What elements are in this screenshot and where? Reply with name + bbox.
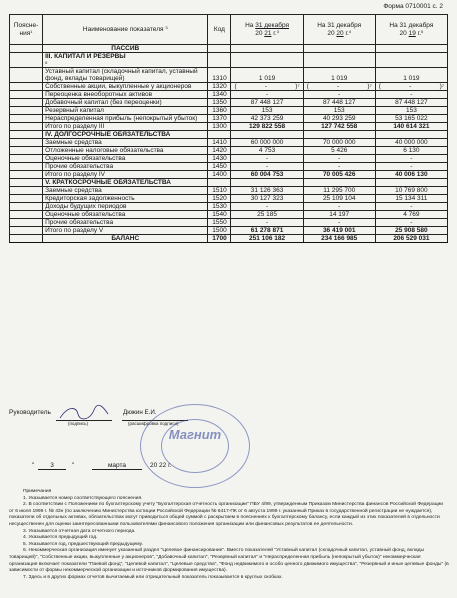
section-title: IV. ДОЛГОСРОЧНЫЕ ОБЯЗАТЕЛЬСТВА	[43, 131, 208, 139]
note-cell	[10, 163, 43, 171]
indicator-name: Резервный капитал	[43, 107, 208, 115]
table-row	[10, 123, 448, 131]
note-cell	[10, 83, 43, 91]
value-cell-v1: 42 373 259	[231, 115, 303, 123]
section-title-row	[10, 131, 448, 139]
name-caption: (расшифровка подписи)	[128, 421, 179, 426]
table-row	[10, 211, 448, 219]
value-cell-v1: 87 448 127	[231, 99, 303, 107]
value-cell-v1: 4 753	[231, 147, 303, 155]
footnotes-title: Примечания	[23, 489, 52, 494]
stamp-text: Магнит	[168, 427, 222, 442]
indicator-name: Заемные средства	[43, 187, 208, 195]
line-code: 1320	[208, 83, 231, 91]
value-cell-v2: -	[303, 91, 375, 99]
value-cell-v1: 31 126 363	[231, 187, 303, 195]
value-cell-v3: ( - )$^7$	[375, 83, 447, 91]
indicator-name: Нераспределенная прибыль (непокрытый убыток)	[43, 115, 208, 123]
value-cell-v2: ( - )$^7$	[303, 83, 375, 91]
indicator-name: Прочие обязательства	[43, 163, 208, 171]
date-year: 20 22 г.	[150, 462, 172, 469]
table-row	[10, 187, 448, 195]
indicator-name: Уставный капитал (складочный капитал, уставный фонд, вклады товарищей)	[43, 68, 208, 83]
value-cell-v2: 14 197	[303, 211, 375, 219]
signature-caption: (подпись)	[68, 421, 89, 426]
value-cell-v2: -	[303, 163, 375, 171]
footnote: 1. Указывается номер соответствующего пояснения.	[23, 495, 143, 501]
line-code: 1550	[208, 219, 231, 227]
value-cell-v2: 36 419 001	[303, 227, 375, 235]
table-row	[10, 68, 448, 83]
note-cell	[10, 147, 43, 155]
line-code: 1520	[208, 195, 231, 203]
balance-value-v3: 206 529 031	[375, 235, 447, 243]
balance-sheet-body	[10, 45, 448, 243]
indicator-name: Прочие обязательства	[43, 219, 208, 227]
value-cell-v1: -	[231, 155, 303, 163]
value-cell-v3: 140 614 321	[375, 123, 447, 131]
balance-value-v1: 251 106 182	[231, 235, 303, 243]
value-cell-v1: 1 019	[231, 68, 303, 83]
line-code: 1510	[208, 187, 231, 195]
table-row	[10, 91, 448, 99]
value-cell-v2: -	[303, 203, 375, 211]
value-cell-v2: 11 295 700	[303, 187, 375, 195]
note-cell	[10, 219, 43, 227]
value-cell-v1: 153	[231, 107, 303, 115]
note-cell	[10, 115, 43, 123]
indicator-name: Заемные средства	[43, 139, 208, 147]
table-row	[10, 107, 448, 115]
line-code: 1350	[208, 99, 231, 107]
value-cell-v2: 70 000 000	[303, 139, 375, 147]
note-cell	[10, 99, 43, 107]
footnote: 6. Некоммерческая организация именует указанный раздел "Целевое финансирование". Вместо показателей "Уставный капитал (складочный капитал, уставный фонд, вклады товарищей)", "Собственные акции, выкупленные у акционеров", "Добавочный капитал", "Резервный капитал" и "Нераспределенная прибыль (непокрытый убыток)" некоммерческая организация включает показатели "Паевой фонд", "Целевой капитал", "Целевые средства", "Фонд недвижимого и особо ценного движимого имущества", "Резервный и иные целевые фонды" (в зависимости от формы некоммерческой организации и источников формирования имущества).	[9, 548, 449, 574]
table-row	[10, 147, 448, 155]
value-cell-v3: 25 908 580	[375, 227, 447, 235]
head-name: Дюжин Е.И.	[123, 409, 157, 416]
table-row	[10, 115, 448, 123]
value-cell-v3: -	[375, 203, 447, 211]
note-cell	[10, 155, 43, 163]
section-title: III. КАПИТАЛ И РЕЗЕРВЫ $^6$	[43, 53, 208, 68]
table-row	[10, 155, 448, 163]
line-code: 1340	[208, 91, 231, 99]
footnote: 3. Указывается отчетная дата отчетного периода.	[23, 528, 136, 534]
value-cell-v2: 1 019	[303, 68, 375, 83]
balance-label: БАЛАНС	[43, 235, 208, 243]
value-cell-v2: -	[303, 155, 375, 163]
footnote: 4. Указывается предыдущий год.	[23, 535, 98, 541]
value-cell-v1: ( - )$^7$	[231, 83, 303, 91]
value-cell-v3: 1 019	[375, 68, 447, 83]
value-cell-v3: 40 000 000	[375, 139, 447, 147]
note-cell	[10, 187, 43, 195]
note-cell	[10, 123, 43, 131]
value-cell-v1: 129 822 558	[231, 123, 303, 131]
value-cell-v1: -	[231, 203, 303, 211]
indicator-name: Кредиторская задолженность	[43, 195, 208, 203]
header-name: Наименование показателя $^3$	[43, 15, 208, 45]
table-row	[10, 99, 448, 107]
indicator-name: Итого по разделу V	[43, 227, 208, 235]
head-label: Руководитель	[9, 409, 51, 416]
indicator-name: Оценочные обязательства	[43, 211, 208, 219]
section-title-row	[10, 179, 448, 187]
line-code: 1420	[208, 147, 231, 155]
signature-block: Руководитель Дюжин Е.И. (подпись) (расшифровка подписи) " 3 " марта 20 22 г.	[0, 404, 457, 484]
indicator-name: Доходы будущих периодов	[43, 203, 208, 211]
value-cell-v1: -	[231, 219, 303, 227]
note-cell	[10, 139, 43, 147]
value-cell-v3: 153	[375, 107, 447, 115]
value-cell-v3: 15 134 311	[375, 195, 447, 203]
indicator-name: Переоценка внеоборотных активов	[43, 91, 208, 99]
line-code: 1450	[208, 163, 231, 171]
header-col1: На 31 декабря 20 21 г.$^3$	[231, 15, 303, 45]
footnotes	[9, 489, 449, 581]
value-cell-v3: 87 448 127	[375, 99, 447, 107]
indicator-name: Собственные акции, выкупленные у акционеров	[43, 83, 208, 91]
value-cell-v2: 127 742 558	[303, 123, 375, 131]
indicator-name: Итого по разделу III	[43, 123, 208, 131]
section-title-row	[10, 53, 448, 68]
note-cell	[10, 107, 43, 115]
header-code: Код	[208, 15, 231, 45]
table-row	[10, 227, 448, 235]
passiv-title-row	[10, 45, 448, 53]
footnotes-list	[9, 496, 449, 582]
line-code: 1500	[208, 227, 231, 235]
note-cell	[10, 227, 43, 235]
table-row	[10, 163, 448, 171]
date-month: марта	[92, 462, 142, 470]
value-cell-v1: -	[231, 163, 303, 171]
line-code: 1400	[208, 171, 231, 179]
table-row	[10, 171, 448, 179]
value-cell-v3: -	[375, 155, 447, 163]
value-cell-v2: 70 005 426	[303, 171, 375, 179]
table-row	[10, 195, 448, 203]
value-cell-v3: 6 130	[375, 147, 447, 155]
header-col3: На 31 декабря 20 19 г.$^5$	[375, 15, 447, 45]
balance-row	[10, 235, 448, 243]
footnote: 5. Указывается год, предшествующий предыдущему.	[23, 541, 143, 547]
date-day: 3	[38, 462, 66, 470]
note-cell	[10, 68, 43, 83]
line-code: 1530	[208, 203, 231, 211]
line-code: 1310	[208, 68, 231, 83]
table-row	[10, 139, 448, 147]
note-cell	[10, 195, 43, 203]
value-cell-v1: 60 000 000	[231, 139, 303, 147]
note-cell	[10, 171, 43, 179]
line-code: 1430	[208, 155, 231, 163]
value-cell-v1: -	[231, 91, 303, 99]
table-row	[10, 83, 448, 91]
value-cell-v3: 53 165 022	[375, 115, 447, 123]
value-cell-v1: 30 127 323	[231, 195, 303, 203]
note-cell	[10, 211, 43, 219]
footnote: 7. Здесь и в других формах отчетов вычитаемый или отрицательный показатель показывается в круглых скобках.	[23, 574, 283, 580]
balance-sheet-table	[9, 14, 448, 243]
value-cell-v3: -	[375, 163, 447, 171]
line-code: 1360	[208, 107, 231, 115]
note-cell	[10, 91, 43, 99]
note-cell	[10, 203, 43, 211]
indicator-name: Оценочные обязательства	[43, 155, 208, 163]
table-row	[10, 219, 448, 227]
value-cell-v2: 87 448 127	[303, 99, 375, 107]
value-cell-v2: -	[303, 219, 375, 227]
line-code: 1370	[208, 115, 231, 123]
value-cell-v3: 10 769 800	[375, 187, 447, 195]
value-cell-v2: 25 109 104	[303, 195, 375, 203]
indicator-name: Отложенные налоговые обязательства	[43, 147, 208, 155]
header-note: Поясне-ния$^1$	[10, 15, 43, 45]
value-cell-v1: 60 004 753	[231, 171, 303, 179]
value-cell-v2: 153	[303, 107, 375, 115]
balance-code: 1700	[208, 235, 231, 243]
form-code: Форма 0710001 с. 2	[383, 3, 443, 10]
indicator-name: Добавочный капитал (без переоценки)	[43, 99, 208, 107]
value-cell-v1: 61 278 871	[231, 227, 303, 235]
line-code: 1540	[208, 211, 231, 219]
value-cell-v1: 25 185	[231, 211, 303, 219]
value-cell-v2: 40 293 259	[303, 115, 375, 123]
indicator-name: Итого по разделу IV	[43, 171, 208, 179]
header-row	[10, 15, 448, 45]
section-title: V. КРАТКОСРОЧНЫЕ ОБЯЗАТЕЛЬСТВА	[43, 179, 208, 187]
header-col2: На 31 декабря 20 20 г.$^4$	[303, 15, 375, 45]
value-cell-v3: 4 769	[375, 211, 447, 219]
passiv-title: ПАССИВ	[43, 45, 208, 53]
footnote: 2. В соответствии с Положением по бухгалтерскому учету "Бухгалтерская отчетность организации" ПБУ 4/99, утвержденным Приказом Министерства финансов Российской Федерации от 6 июля 1999 г. № 43н (по заключению Министерства юстиции Российской Федерации № 6417-ПК от 6 августа 1999 г. указанный Приказ в государственной регистрации не нуждается), показатели об отдельных активах, обязательствах могут приводиться общей суммой с раскрытием в пояснениях к бухгалтерскому балансу, если каждый из этих показателей в отдельности несущественен для оценки заинтересованными пользователями финансового положения организации или финансовых результатов ее деятельности.	[9, 502, 443, 527]
value-cell-v2: 5 426	[303, 147, 375, 155]
line-code: 1300	[208, 123, 231, 131]
company-stamp	[140, 404, 250, 488]
table-row	[10, 203, 448, 211]
value-cell-v3: -	[375, 91, 447, 99]
value-cell-v3: 40 006 130	[375, 171, 447, 179]
balance-value-v2: 234 166 985	[303, 235, 375, 243]
value-cell-v3: -	[375, 219, 447, 227]
line-code: 1410	[208, 139, 231, 147]
